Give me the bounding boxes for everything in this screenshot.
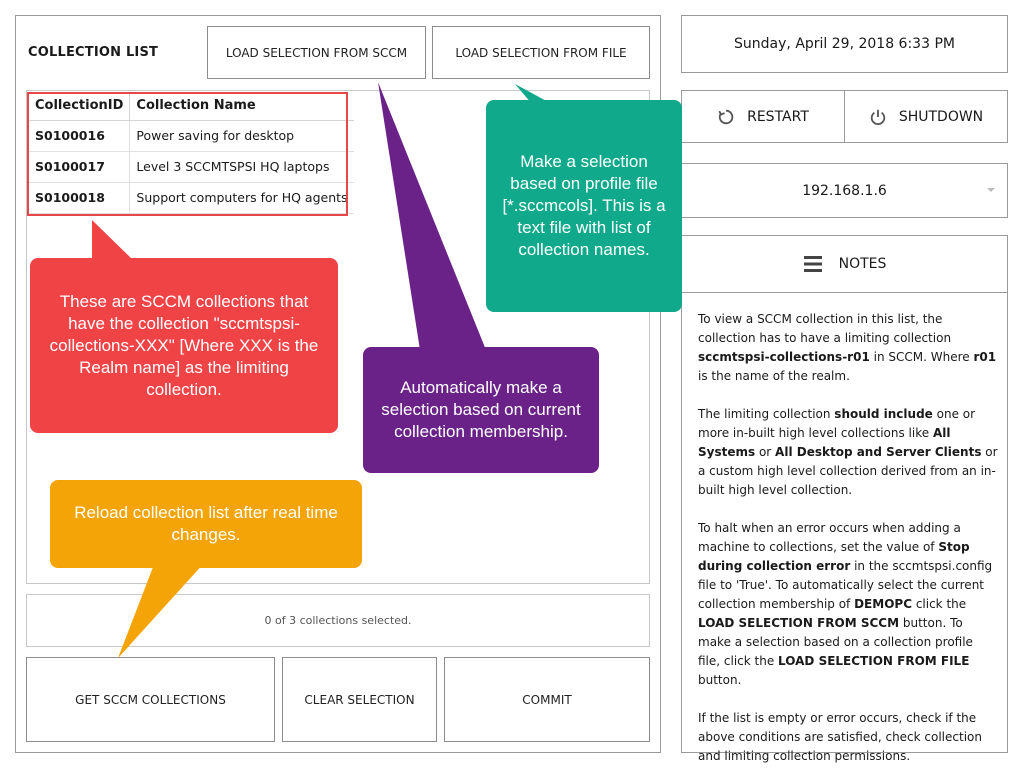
- collection-list-title: COLLECTION LIST: [28, 45, 159, 60]
- load-selection-from-file-button[interactable]: LOAD SELECTION FROM FILE: [432, 26, 650, 79]
- restart-label: RESTART: [747, 108, 809, 125]
- collection-name-cell: Support computers for HQ agents: [130, 182, 354, 213]
- ip-address-value: 192.168.1.6: [802, 182, 887, 199]
- column-header-collection-id[interactable]: CollectionID: [29, 92, 130, 120]
- get-sccm-collections-button[interactable]: GET SCCM COLLECTIONS: [26, 657, 275, 742]
- collection-id-cell: S0100017: [29, 151, 130, 182]
- orange-callout-pointer: [118, 562, 205, 658]
- selection-status: 0 of 3 collections selected.: [26, 594, 650, 647]
- collection-name-cell: Level 3 SCCMTSPSI HQ laptops: [130, 151, 354, 182]
- callout-load-from-file: Make a selection based on profile file [*.sccmcols]. This is a text file with list of collection names.: [486, 100, 682, 312]
- column-header-collection-name[interactable]: Collection Name: [130, 92, 354, 120]
- shutdown-label: SHUTDOWN: [898, 108, 984, 125]
- commit-button[interactable]: COMMIT: [444, 657, 650, 742]
- load-selection-from-sccm-button[interactable]: LOAD SELECTION FROM SCCM: [207, 26, 426, 79]
- notes-text: To view a SCCM collection in this list, the collection has to have a limiting collection sccmtspsi-collections-r01 in SCCM. Where r01 is the name of the realm. The limiting collection should include one or more in-built high level collections like All Systems or All Desktop and Server Clients or a custom high level collection derived from an in-built high level collection. To halt when an error occurs when adding a machine to collections, set the value of Stop during collection error in the sccmtspsi.config file to 'True'. To automatically select the current collection membership of DEMOPC click the LOAD SELECTION FROM SCCM button. To make a selection based on a collection profile file, click the LOAD SELECTION FROM FILE button. If the list is empty or error occurs, check if the above conditions are satisfied, check collection and limiting collection permissions.: [698, 312, 998, 763]
- callout-sccm-collections: These are SCCM collections that have the collection "sccmtspsi-collections-XXX" [Where XXX is the Realm name] as the limiting collection.: [30, 258, 338, 433]
- collection-name-cell: Power saving for desktop: [130, 120, 354, 151]
- purple-callout-pointer: [378, 82, 486, 350]
- collection-id-cell: S0100016: [29, 120, 130, 151]
- callout-load-from-sccm: Automatically make a selection based on current collection membership.: [363, 347, 599, 473]
- callout-reload-list: Reload collection list after real time changes.: [50, 480, 362, 568]
- collection-id-cell: S0100018: [29, 182, 130, 213]
- notes-title: NOTES: [838, 256, 887, 272]
- red-callout-pointer: [92, 220, 135, 262]
- clear-selection-button[interactable]: CLEAR SELECTION: [282, 657, 437, 742]
- datetime-display: Sunday, April 29, 2018 6:33 PM: [681, 15, 1008, 73]
